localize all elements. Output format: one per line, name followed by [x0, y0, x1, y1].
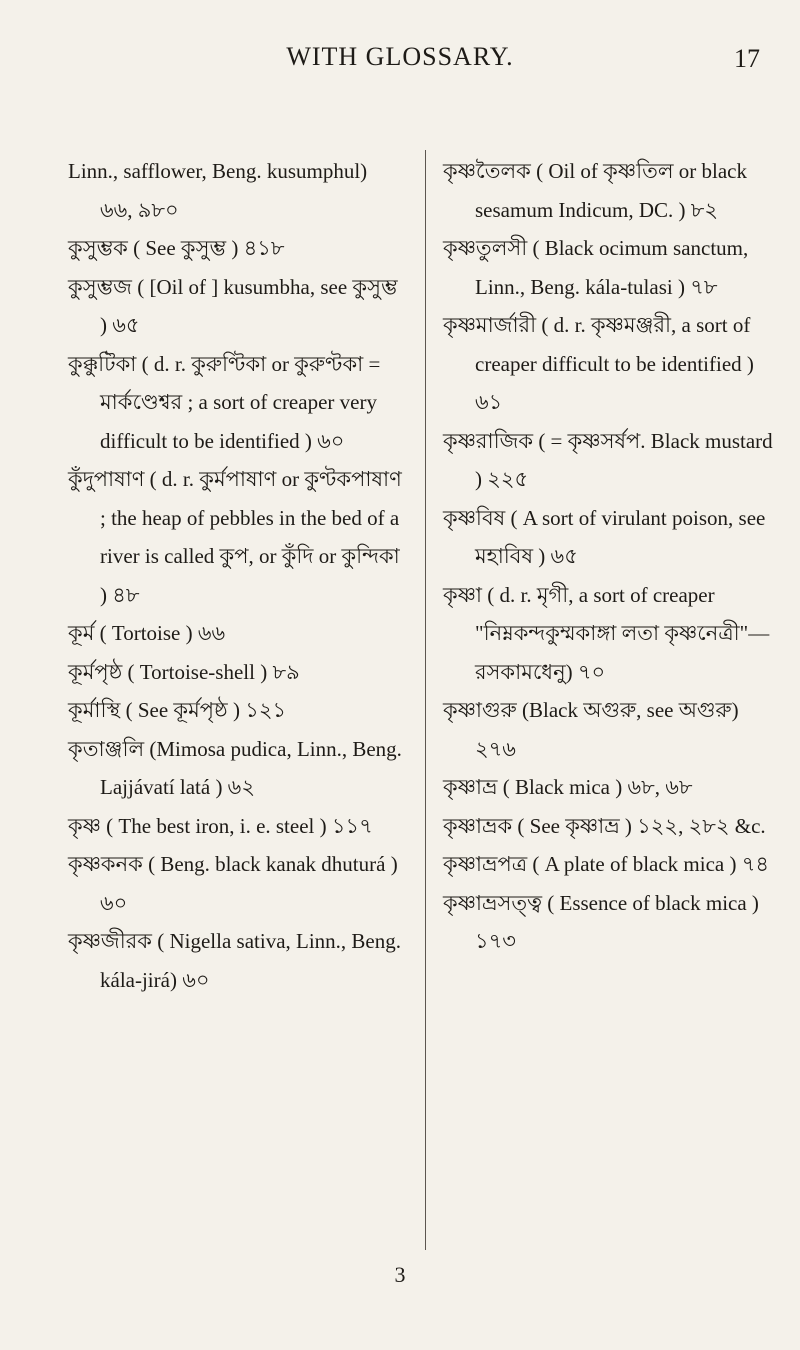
list-item: কৃষ্ণবিষ ( A sort of virulant poison, see মহাবিষ ) ৬৫	[443, 505, 766, 568]
page-number: 17	[734, 44, 760, 73]
page-header	[0, 42, 800, 82]
column-divider	[425, 150, 426, 1250]
list-item: কুঁদুপাষাণ ( d. r. কুর্মপাষাণ or কুণ্টকপাষাণ ; the heap of pebbles in the bed of a river is called কুপ, or কুঁদি or কুন্দিকা ) ৪৮	[68, 467, 402, 607]
running-title: WITH GLOSSARY.	[286, 42, 514, 71]
list-item: কৃষ্ণতৈলক ( Oil of কৃষ্ণতিল or black sesamum Indicum, DC. ) ৮২	[443, 159, 747, 222]
list-item: কুসুম্ভজ ( [Oil of ] kusumbha, see কুসুম্ভ ) ৬৫	[68, 274, 398, 337]
list-item: কৃষ্ণজীরক ( Nigella sativa, Linn., Beng. kála-jirá) ৬০	[68, 929, 401, 992]
list-item: কূর্ম ( Tortoise ) ৬৬	[68, 621, 226, 645]
right-column	[443, 152, 783, 961]
list-item: কৃষ্ণাভ্রক ( See কৃষ্ণাভ্র ) ১২২, ২৮২ &c.	[443, 813, 766, 838]
list-item: Linn., safflower, Beng. kusumphul) ৬৬, ৯৮০	[68, 159, 368, 222]
list-item: কৃষ্ণাভ্র ( Black mica ) ৬৮, ৬৮	[443, 775, 693, 799]
left-column	[68, 152, 402, 999]
list-item: কৃষ্ণকনক ( Beng. black kanak dhuturá ) ৬০	[68, 852, 398, 915]
list-item: কূর্মপৃষ্ঠ ( Tortoise-shell ) ৮৯	[68, 659, 300, 684]
list-item: কুসুম্ভক ( See কুসুম্ভ ) ৪১৮	[68, 236, 285, 260]
list-item: কৃষ্ণাগুরু (Black অগুরু, see অগুরু) ২৭৬	[443, 698, 739, 761]
list-item: কূর্মাস্থি ( See কূর্মপৃষ্ঠ ) ১২১	[68, 698, 287, 722]
list-item: কৃষ্ণতুলসী ( Black ocimum sanctum, Linn., Beng. kála-tulasi ) ৭৮	[443, 236, 749, 299]
list-item: কৃষ্ণমার্জারী ( d. r. কৃষ্ণমঞ্জরী, a sort of creaper difficult to be identified ) ৬১	[443, 313, 754, 414]
list-item: কৃষ্ণা ( d. r. মৃগী, a sort of creaper "নিম্নকন্দকুম্মকাঙ্গা লতা কৃষ্ণনেত্রী"—রসকামধেনু) ৭০	[443, 582, 770, 684]
list-item: কৃতাঞ্জলি (Mimosa pudica, Linn., Beng. Lajjávatí latá ) ৬২	[68, 736, 402, 799]
list-item: কুক্কুটিকা ( d. r. কুরুণ্টিকা or কুরুণ্টকা = মার্কণ্ডেশ্বর ; a sort of creaper very difficult to be identified ) ৬০	[68, 351, 381, 453]
list-item: কৃষ্ণাভ্রপত্র ( A plate of black mica ) ৭৪	[443, 852, 770, 876]
list-item: কৃষ্ণাভ্রসত্ত্ব ( Essence of black mica ) ১৭৩	[443, 890, 759, 953]
list-item: কৃষ্ণরাজিক ( = কৃষ্ণসর্ষপ. Black mustard ) ২২৫	[443, 428, 773, 491]
signature-mark: 3	[394, 1262, 406, 1287]
list-item: কৃষ্ণ ( The best iron, i. e. steel ) ১১৭	[68, 813, 373, 838]
